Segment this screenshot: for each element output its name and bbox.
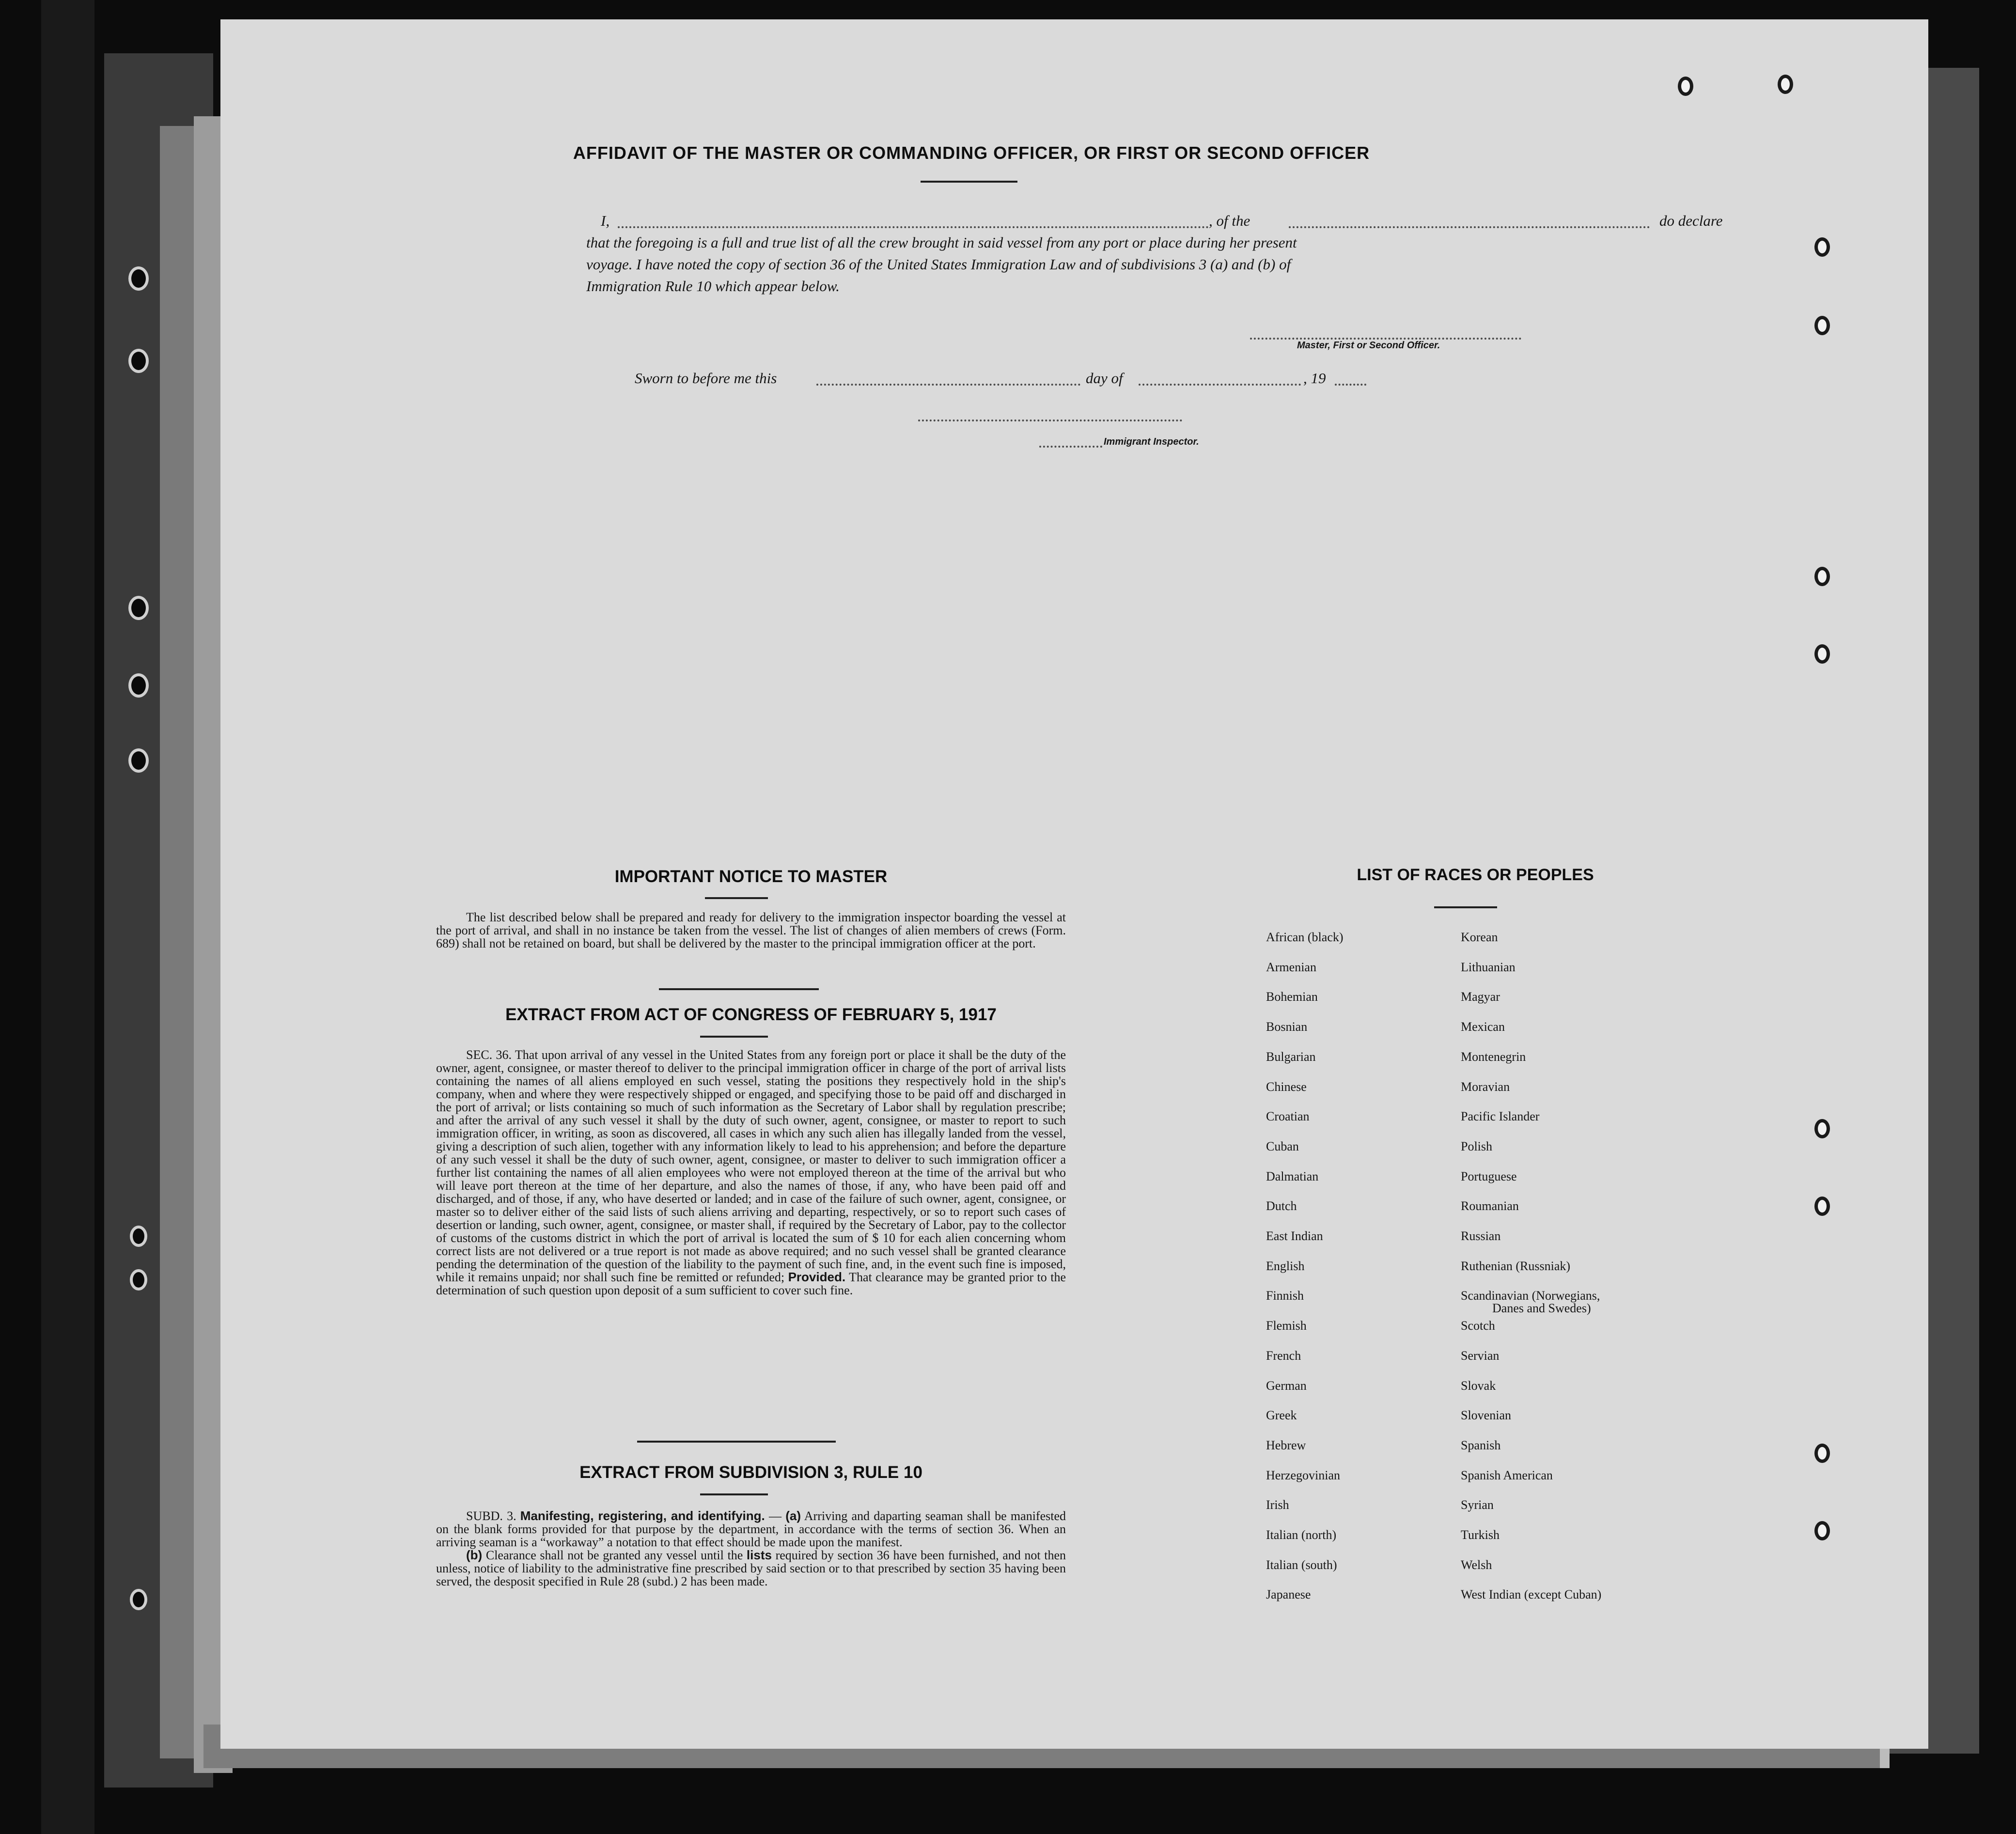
officer-name-field[interactable]	[618, 226, 1209, 228]
race-item: Greek	[1266, 1408, 1297, 1422]
race-item: Syrian	[1461, 1498, 1494, 1512]
race-item: Korean	[1461, 930, 1498, 944]
race-item: African (black)	[1266, 930, 1344, 944]
binder-edge-left	[160, 126, 199, 1758]
crew-list-form-page	[220, 19, 1928, 1749]
race-item: Chinese	[1266, 1080, 1307, 1094]
punch-hole	[1814, 1119, 1830, 1138]
race-item: Croatian	[1266, 1109, 1310, 1123]
section-divider	[1434, 906, 1497, 908]
section-divider	[705, 897, 768, 899]
race-item: Bulgarian	[1266, 1050, 1316, 1064]
provided-label: Provided.	[788, 1270, 846, 1284]
race-item: Magyar	[1461, 990, 1500, 1004]
race-item: Roumanian	[1461, 1199, 1519, 1213]
title-divider	[921, 181, 1017, 183]
race-item: Herzegovinian	[1266, 1468, 1341, 1482]
race-item: Italian (north)	[1266, 1528, 1337, 1542]
race-item: German	[1266, 1379, 1307, 1393]
race-item: Dalmatian	[1266, 1169, 1319, 1183]
punch-hole	[1814, 644, 1830, 664]
race-item: Russian	[1461, 1229, 1501, 1243]
sec-36-body: SEC. 36. That upon arrival of any vessel in the United States from any foreign port or place it shall be the duty of the owner, agent, consignee, or master thereof to deliver to the principal immigration officer in charge of the port of arrival lists containing the names of all aliens employed en such vessel, stating the positions they respectively hold in the ship's company, when and where they were respectively shipped or engaged, and specifying those to be paid off and discharged in the port of arrival; or lists containing so much of such information as the Secretary of Labor shall by regulation prescribe; and after the arrival of any such vessel it shall by the duty of such owner, agent, consignee, or master to report to such immigration officer, in writing, as soon as discovered, all cases in which any such alien has illegally landed from the vessel, giving a description of such alien, together with any information likely to lead to his apprehension; and before the departure of any such vessel it shall be the duty of such owner, agent, consignee, or master to deliver to such immigration officer a further list containing the names of all alien employees who were not employed thereon at the time of the arrival but who will leave port thereon at the time of her departure, and also the names of those, if any, who have been paid off and discharged, and of those, if any, who have deserted or landed; and in case of the failure of such owner, agent, consignee, or master so to deliver either of the said lists of such aliens arriving and departing, respectively, or so to report such cases of desertion or landing, such owner, agent, consignee, or master shall, if required by the Secretary of Labor, pay to the collector of customs of the customs district in which the port of arrival is located the sum of $ 10 for each alien concerning whom correct lists are not delivered or a true report is not made as above required; and no such vessel shall be granted clearance pending the determination of the question of the liability to the payment of such fine, and, in the event such fine is imposed, while it remains unpaid; nor shall such fine be remitted or refunded;	[436, 1048, 1066, 1284]
act-extract-text	[436, 1048, 1066, 1297]
inspector-title-field[interactable]	[1039, 446, 1102, 448]
i-label: I,	[601, 212, 610, 229]
race-item: Mexican	[1461, 1020, 1505, 1034]
race-item: Danes and Swedes)	[1492, 1301, 1591, 1315]
race-item: Pacific Islander	[1461, 1109, 1540, 1123]
affidavit-title: AFFIDAVIT OF THE MASTER OR COMMANDING OFFICER, OR FIRST OR SECOND OFFICER	[573, 143, 1370, 163]
race-item: Scandinavian (Norwegians,	[1461, 1289, 1600, 1303]
binder-hole	[130, 1226, 147, 1247]
punch-hole	[1814, 1521, 1830, 1540]
do-declare-label: do declare	[1659, 212, 1723, 229]
race-item: Irish	[1266, 1498, 1289, 1512]
punch-hole	[1678, 77, 1693, 96]
race-item: Finnish	[1266, 1289, 1304, 1303]
sworn-month-field[interactable]	[1139, 384, 1301, 386]
day-of-label: day of	[1086, 370, 1123, 387]
race-item: Bosnian	[1266, 1020, 1308, 1034]
race-item: English	[1266, 1259, 1305, 1273]
year-label: , 19	[1303, 370, 1326, 387]
inspector-signature-field[interactable]	[918, 420, 1182, 421]
scan-background-left	[41, 0, 94, 1834]
race-item: Slovenian	[1461, 1408, 1511, 1422]
vessel-name-field[interactable]	[1289, 226, 1650, 228]
races-title: LIST OF RACES OR PEOPLES	[1357, 866, 1594, 884]
race-item: West Indian (except Cuban)	[1461, 1587, 1602, 1601]
punch-hole	[1814, 237, 1830, 257]
race-item: Slovak	[1461, 1379, 1496, 1393]
race-item: Servian	[1461, 1349, 1500, 1363]
sworn-day-field[interactable]	[816, 384, 1080, 386]
binder-hole	[128, 266, 149, 291]
inspector-caption: Immigrant Inspector.	[1104, 436, 1199, 447]
punch-hole	[1814, 567, 1830, 586]
race-item: Lithuanian	[1461, 960, 1516, 974]
affidavit-line: that the foregoing is a full and true list of all the crew brought in said vessel from any port or place during her present	[586, 234, 1297, 251]
binder-hole	[128, 596, 149, 620]
notice-title: IMPORTANT NOTICE TO MASTER	[614, 867, 888, 886]
binder-hole	[128, 673, 149, 698]
signature-caption: Master, First or Second Officer.	[1297, 340, 1440, 351]
subdivision-text: SUBD. 3. Manifesting, registering, and identifying. — (a) Arriving and daparting seaman shall be manifested on the blank forms provided for that purpose by the department, in accordance with the terms of section 36. When an arriving seaman is a “workaway” a notation to that effect should be made upon the manifest. (b) Clearance shall not be granted any vessel until the lists required by section 36 have been furnished, and not then unless, notice of liability to the administrative fine prescribed by said section or to that prescribed by section 35 having been served, the desposit specified in Rule 28 (subd.) 2 has been made.	[436, 1508, 1066, 1588]
notice-text: The list described below shall be prepared and ready for delivery to the immigration inspector boarding the vessel at the port of arrival, and shall in no instance be taken from the vessel. The list of changes of alien members of crews (Form. 689) shall not be retained on board, but shall be delivered by the master to the principal immigration officer at the port.	[436, 910, 1066, 950]
race-item: French	[1266, 1349, 1301, 1363]
race-item: Armenian	[1266, 960, 1316, 974]
race-item: Bohemian	[1266, 990, 1318, 1004]
affidavit-line: voyage. I have noted the copy of section 36 of the United States Immigration Law and of subdivisions 3 (a) and (b) of	[586, 256, 1291, 273]
punch-hole	[1778, 75, 1793, 94]
race-item: Hebrew	[1266, 1438, 1306, 1452]
race-item: Scotch	[1461, 1319, 1495, 1333]
race-item: Portuguese	[1461, 1169, 1517, 1183]
race-item: Cuban	[1266, 1139, 1299, 1153]
punch-hole	[1814, 1444, 1830, 1463]
punch-hole	[1814, 316, 1830, 335]
section-divider	[659, 988, 819, 990]
binder-hole	[130, 1589, 147, 1610]
officer-signature-field[interactable]	[1250, 338, 1521, 340]
affidavit-line: Immigration Rule 10 which appear below.	[586, 278, 840, 295]
race-item: Ruthenian (Russniak)	[1461, 1259, 1571, 1273]
subdivision-title: EXTRACT FROM SUBDIVISION 3, RULE 10	[579, 1463, 922, 1482]
binder-hole	[128, 748, 149, 773]
of-the-label: , of the	[1209, 212, 1250, 229]
race-item: Turkish	[1461, 1528, 1500, 1542]
race-item: Italian (south)	[1266, 1558, 1337, 1572]
binder-hole	[128, 349, 149, 373]
race-item: Moravian	[1461, 1080, 1510, 1094]
race-item: Polish	[1461, 1139, 1493, 1153]
race-item: Spanish American	[1461, 1468, 1553, 1482]
race-item: Flemish	[1266, 1319, 1307, 1333]
sworn-year-field[interactable]	[1335, 384, 1366, 386]
race-item: Japanese	[1266, 1587, 1311, 1601]
binder-hole	[130, 1269, 147, 1290]
section-divider	[700, 1036, 768, 1038]
race-item: Welsh	[1461, 1558, 1492, 1572]
section-divider	[637, 1441, 836, 1443]
sworn-label: Sworn to before me this	[635, 370, 777, 387]
punch-hole	[1814, 1197, 1830, 1216]
race-item: Montenegrin	[1461, 1050, 1526, 1064]
sec-36-ending: That clearance may be granted prior to the determination of such question upon deposit of a sum sufficient to cover such fine.	[436, 1270, 1066, 1297]
act-extract-title: EXTRACT FROM ACT OF CONGRESS OF FEBRUARY 5, 1917	[505, 1005, 997, 1024]
section-divider	[700, 1493, 768, 1495]
race-item: East Indian	[1266, 1229, 1323, 1243]
race-item: Dutch	[1266, 1199, 1297, 1213]
race-item: Spanish	[1461, 1438, 1501, 1452]
